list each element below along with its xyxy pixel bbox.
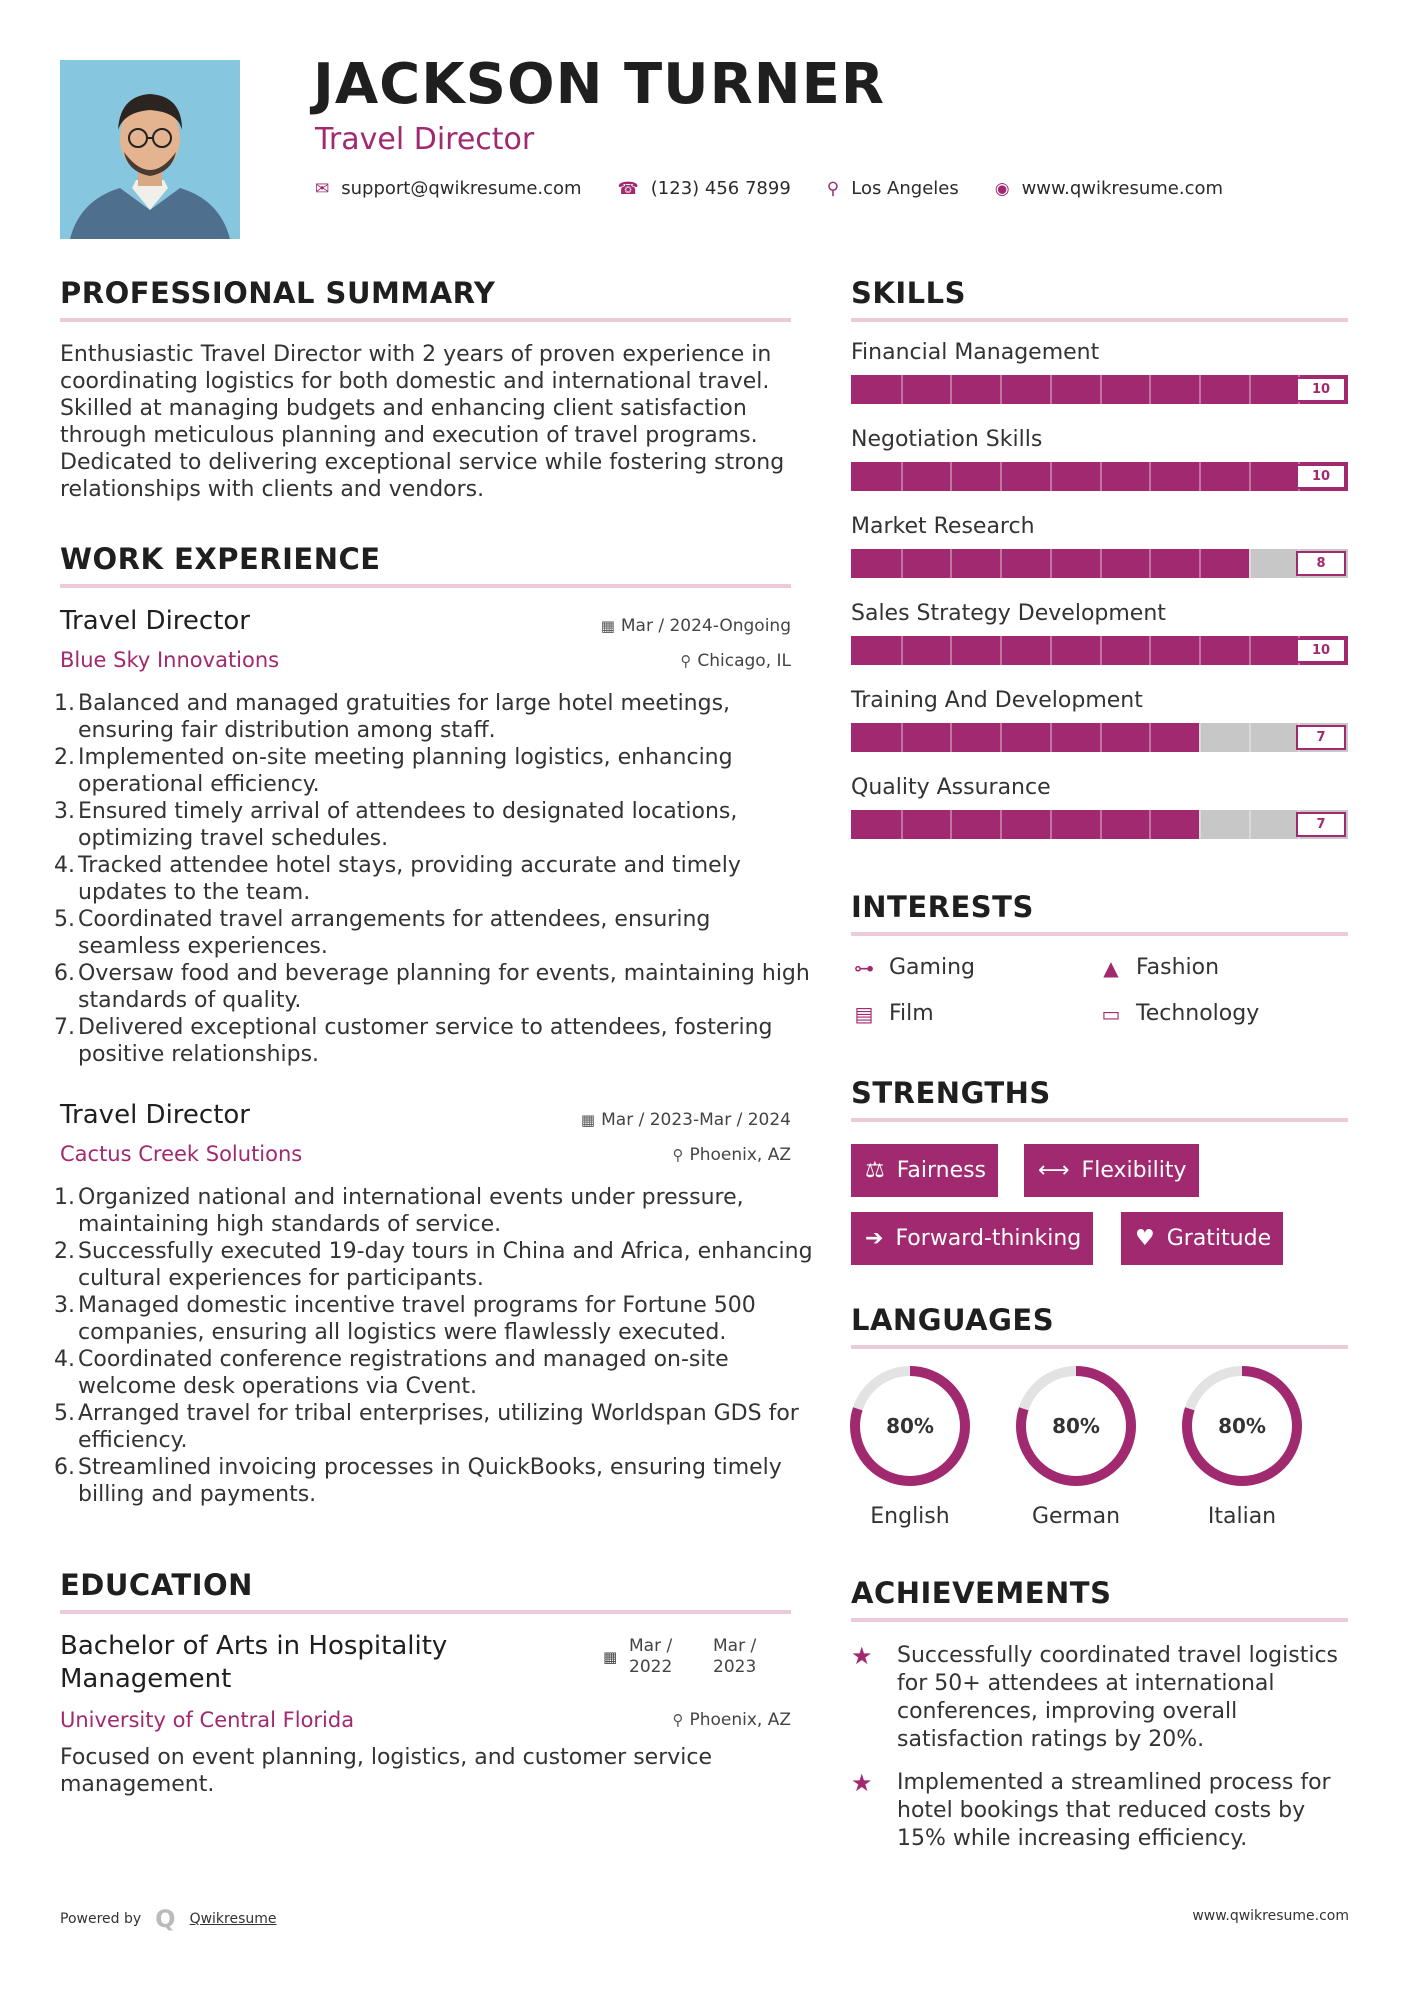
- skill-bar: [851, 723, 1348, 752]
- skill-bar-segment: [1249, 810, 1251, 839]
- language-ring: [1180, 1364, 1304, 1488]
- skill-item: [851, 775, 1348, 839]
- language-name: English: [870, 1504, 950, 1529]
- education-school: University of Central Florida: [60, 1708, 355, 1732]
- skills-heading: SKILLS: [851, 276, 966, 310]
- skill-level-badge: 7: [1296, 812, 1346, 837]
- calendar-icon: ▦: [580, 1111, 596, 1129]
- star-icon: ★: [851, 1769, 873, 1797]
- skill-bar-segment: [1050, 810, 1052, 839]
- skill-bar-segment: [1000, 462, 1002, 491]
- list-item: 7. Delivered exceptional customer service to attendees, fostering positive relationships.: [54, 1015, 773, 1067]
- skill-bar-segment: [901, 723, 903, 752]
- skill-bar-segment: [950, 810, 952, 839]
- language-ring: [1014, 1364, 1138, 1488]
- balance-scale-icon: ⚖: [865, 1158, 885, 1183]
- education-location: ⚲ Phoenix, AZ: [672, 1710, 791, 1730]
- skill-bar-segment: [901, 462, 903, 491]
- film-icon: ▤: [854, 1001, 874, 1026]
- education-description: Focused on event planning, logistics, and customer service management.: [60, 1745, 712, 1797]
- skill-bar-segment: [1149, 462, 1151, 491]
- interests-heading: INTERESTS: [851, 890, 1034, 924]
- skill-bar-segment: [1100, 723, 1102, 752]
- arrow-right-icon: ➔: [865, 1226, 884, 1251]
- section-divider: [851, 932, 1348, 936]
- skill-bar-segment: [1050, 636, 1052, 665]
- skill-bar-segment: [1050, 549, 1052, 578]
- skill-bar-segment: [1199, 375, 1201, 404]
- gamepad-icon: ⊶: [854, 955, 874, 980]
- skill-bar-fill: [851, 723, 1199, 752]
- skill-name: Market Research: [851, 514, 1035, 539]
- interest-item: ▲ Fashion: [1098, 955, 1219, 980]
- language-percent: 80%: [1052, 1414, 1100, 1438]
- skill-bar-segment: [1199, 636, 1201, 665]
- skill-bar-segment: [1000, 810, 1002, 839]
- skill-bar-segment: [901, 636, 903, 665]
- skill-bar: [851, 636, 1348, 665]
- work-heading: WORK EXPERIENCE: [60, 542, 381, 576]
- skill-bar-segment: [901, 810, 903, 839]
- skill-bar-segment: [1249, 462, 1251, 491]
- list-item: 1. Organized national and international events under pressure, maintaining high standards of service.: [54, 1185, 744, 1237]
- language-ring: [848, 1364, 972, 1488]
- contact-phone[interactable]: (123) 456 7899: [650, 178, 791, 199]
- job-company: Cactus Creek Solutions: [60, 1142, 303, 1166]
- language-item: [848, 1364, 972, 1529]
- skill-name: Quality Assurance: [851, 775, 1051, 800]
- skill-bar-fill: [851, 810, 1199, 839]
- strength-badge: ⚖ Fairness: [851, 1144, 998, 1197]
- language-percent: 80%: [1218, 1414, 1266, 1438]
- skill-bar-segment: [1000, 549, 1002, 578]
- skill-bar-segment: [950, 723, 952, 752]
- degree-title: Bachelor of Arts in Hospitality Management: [60, 1631, 448, 1694]
- education-end: Mar / 2023: [713, 1636, 757, 1677]
- skill-name: Training And Development: [851, 688, 1143, 713]
- education-start: Mar / 2022: [629, 1636, 673, 1677]
- list-item: 5. Coordinated travel arrangements for attendees, ensuring seamless experiences.: [54, 907, 711, 959]
- job-dates: ▦ Mar / 2023-Mar / 2024: [580, 1110, 791, 1130]
- languages-heading: LANGUAGES: [851, 1303, 1055, 1337]
- laptop-icon: ▭: [1101, 1001, 1121, 1026]
- skill-bar-segment: [1000, 636, 1002, 665]
- skill-bar-segment: [1100, 375, 1102, 404]
- skill-bar-segment: [1100, 810, 1102, 839]
- languages-list: [848, 1364, 1348, 1534]
- skill-bar-segment: [1199, 810, 1201, 839]
- job-title: Travel Director: [60, 1100, 250, 1130]
- footer-brand-link[interactable]: Qwikresume: [189, 1911, 277, 1927]
- skill-bar-segment: [950, 636, 952, 665]
- contact-email[interactable]: support@qwikresume.com: [341, 178, 582, 199]
- contact-bar: [315, 178, 1247, 199]
- job-bullets: [54, 690, 813, 1068]
- skill-bar-segment: [1149, 375, 1151, 404]
- calendar-icon: ▦: [600, 617, 615, 635]
- skill-bar: [851, 549, 1348, 578]
- language-name: German: [1031, 1504, 1121, 1529]
- contact-website[interactable]: www.qwikresume.com: [1021, 178, 1224, 199]
- calendar-icon: ▦: [603, 1648, 618, 1666]
- skill-level-badge: 10: [1296, 638, 1346, 663]
- section-divider: [851, 1118, 1348, 1122]
- skill-bar-segment: [1100, 636, 1102, 665]
- section-divider: [851, 1618, 1348, 1622]
- list-item: 6. Streamlined invoicing processes in QuickBooks, ensuring timely billing and payments.: [54, 1455, 782, 1507]
- skill-bar-segment: [1050, 375, 1052, 404]
- interest-item: ▭ Technology: [1098, 1001, 1259, 1026]
- skill-bar-segment: [1149, 810, 1151, 839]
- job-location: ⚲ Chicago, IL: [680, 651, 791, 671]
- strength-badge: ➔ Forward-thinking: [851, 1212, 1093, 1265]
- candidate-name: JACKSON TURNER: [313, 52, 886, 117]
- list-item: 6. Oversaw food and beverage planning for events, maintaining high standards of quality.: [54, 961, 810, 1013]
- skill-item: [851, 340, 1348, 404]
- list-item: 2. Successfully executed 19-day tours in China and Africa, enhancing cultural experiences for participants.: [54, 1239, 813, 1291]
- section-divider: [60, 1610, 791, 1614]
- interest-item: ▤ Film: [851, 1001, 934, 1026]
- skill-level-badge: 7: [1296, 725, 1346, 750]
- education-heading: EDUCATION: [60, 1568, 253, 1602]
- skill-bar-segment: [950, 549, 952, 578]
- summary-heading: PROFESSIONAL SUMMARY: [60, 276, 496, 310]
- strengths-heading: STRENGTHS: [851, 1076, 1051, 1110]
- skill-bar-segment: [1249, 375, 1251, 404]
- strength-badge: ♥ Gratitude: [1121, 1212, 1283, 1265]
- skill-item: [851, 514, 1348, 578]
- skill-bar-segment: [1050, 723, 1052, 752]
- job-title: Travel Director: [60, 606, 250, 636]
- list-item: 4. Tracked attendee hotel stays, providing accurate and timely updates to the team.: [54, 853, 741, 905]
- skill-bar-segment: [1149, 723, 1151, 752]
- skill-bar-segment: [1199, 462, 1201, 491]
- skill-bar-segment: [1100, 462, 1102, 491]
- skill-bar-segment: [1000, 723, 1002, 752]
- language-percent: 80%: [886, 1414, 934, 1438]
- list-item: 3. Ensured timely arrival of attendees to designated locations, optimizing travel schedules.: [54, 799, 738, 851]
- skill-item: [851, 427, 1348, 491]
- skill-bar-segment: [1050, 462, 1052, 491]
- skill-name: Sales Strategy Development: [851, 601, 1166, 626]
- summary-text: Enthusiastic Travel Director with 2 years of proven experience in coordinating logistics for both domestic and international travel. Skilled at managing budgets and enhancing client satisfaction through meticulous planning and execution of travel programs. Dedicated to delivering exceptional service while fostering strong relationships with clients and vendors.: [60, 342, 785, 502]
- list-item: 1. Balanced and managed gratuities for large hotel meetings, ensuring fair distribution among staff.: [54, 691, 731, 743]
- pin-icon: ⚲: [672, 1146, 684, 1164]
- skill-item: [851, 688, 1348, 752]
- skill-level-badge: 8: [1296, 551, 1346, 576]
- skill-bar: [851, 375, 1348, 404]
- skill-level-badge: 10: [1296, 464, 1346, 489]
- heart-icon: ♥: [1135, 1226, 1155, 1251]
- list-item: 3. Managed domestic incentive travel programs for Fortune 500 companies, ensuring all logistics were flawlessly executed.: [54, 1293, 756, 1345]
- footer-url[interactable]: www.qwikresume.com: [1192, 1908, 1349, 1924]
- section-divider: [851, 318, 1348, 322]
- skill-bar: [851, 462, 1348, 491]
- candidate-title: Travel Director: [315, 122, 535, 157]
- skill-bar-segment: [1249, 723, 1251, 752]
- interest-item: ⊶ Gaming: [851, 955, 975, 980]
- strength-badge: ⟷ Flexibility: [1024, 1144, 1199, 1197]
- achievement-item: ★ Implemented a streamlined process for hotel bookings that reduced costs by 15% while increasing efficiency.: [851, 1769, 1331, 1851]
- profile-photo: [60, 60, 240, 239]
- footer-branding: Powered by Q Qwikresume: [60, 1905, 277, 1933]
- achievements-heading: ACHIEVEMENTS: [851, 1576, 1112, 1610]
- skill-bar-segment: [1249, 636, 1251, 665]
- skill-bar-segment: [901, 549, 903, 578]
- skill-bar-segment: [1149, 636, 1151, 665]
- skill-bar-segment: [950, 375, 952, 404]
- language-name: Italian: [1207, 1504, 1277, 1529]
- section-divider: [60, 584, 791, 588]
- skill-bar-segment: [1199, 549, 1201, 578]
- qwikresume-logo-icon: Q: [155, 1905, 176, 1933]
- skill-bar-segment: [1100, 549, 1102, 578]
- section-divider: [851, 1345, 1348, 1349]
- skill-bar-segment: [950, 462, 952, 491]
- achievement-item: ★ Successfully coordinated travel logistics for 50+ attendees at international conferences, improving overall satisfaction ratings by 20%.: [851, 1642, 1338, 1752]
- language-item: [1014, 1364, 1138, 1529]
- pin-icon: ⚲: [672, 1711, 684, 1729]
- star-icon: ★: [851, 1642, 873, 1670]
- skill-bar-segment: [1000, 375, 1002, 404]
- language-item: [1180, 1364, 1304, 1529]
- map-marker-icon: ⚲: [826, 178, 840, 199]
- skill-name: Financial Management: [851, 340, 1100, 365]
- shopping-bag-icon: ▲: [1103, 955, 1119, 980]
- skill-name: Negotiation Skills: [851, 427, 1043, 452]
- skill-bar-segment: [1199, 723, 1201, 752]
- skill-item: [851, 601, 1348, 665]
- pin-icon: ⚲: [680, 652, 692, 670]
- list-item: 2. Implemented on-site meeting planning logistics, enhancing operational efficiency.: [54, 745, 733, 797]
- job-location: ⚲ Phoenix, AZ: [672, 1145, 791, 1165]
- list-item: 4. Coordinated conference registrations and managed on-site welcome desk operations via Cvent.: [54, 1347, 729, 1399]
- section-divider: [60, 318, 791, 322]
- globe-icon: ◉: [994, 178, 1010, 199]
- skill-bar-segment: [1249, 549, 1251, 578]
- skill-bar: [851, 810, 1348, 839]
- skill-bar-segment: [1149, 549, 1151, 578]
- phone-icon: ☎: [617, 178, 639, 199]
- skill-bar-segment: [901, 375, 903, 404]
- job-bullets: [54, 1184, 813, 1508]
- contact-location: Los Angeles: [851, 178, 959, 199]
- job-dates: ▦ Mar / 2024-Ongoing: [600, 616, 791, 636]
- envelope-icon: ✉: [315, 178, 330, 199]
- job-company: Blue Sky Innovations: [60, 648, 280, 672]
- arrows-horizontal-icon: ⟷: [1038, 1158, 1070, 1183]
- skill-level-badge: 10: [1296, 377, 1346, 402]
- list-item: 5. Arranged travel for tribal enterprises, utilizing Worldspan GDS for efficiency.: [54, 1401, 799, 1453]
